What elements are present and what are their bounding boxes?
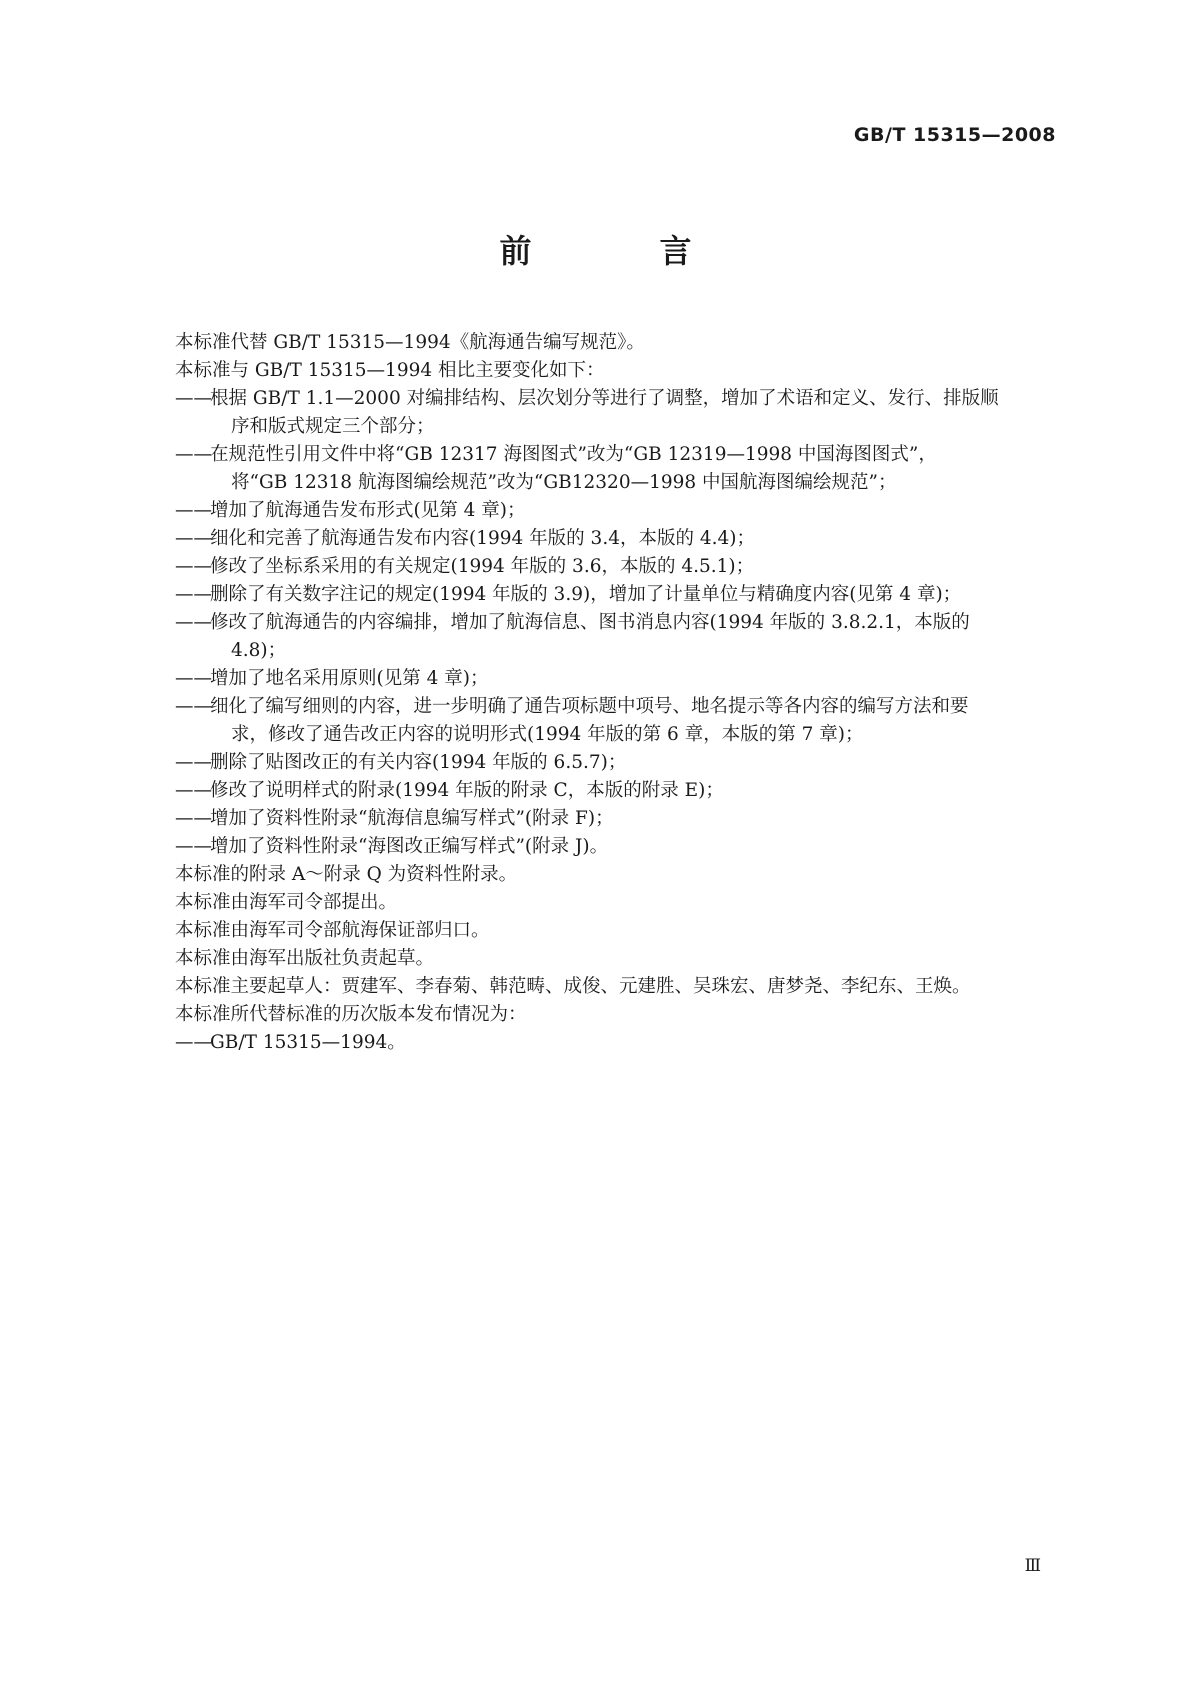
- list-item-dash: ——: [175, 836, 212, 857]
- list-item-line: 增加了地名采用原则(见第 4 章)；: [210, 668, 489, 689]
- list-item-line: GB/T 15315—1994。: [210, 1032, 406, 1053]
- list-item: [175, 609, 1065, 665]
- list-item: [175, 693, 1065, 749]
- list-item-line: 删除了贴图改正的有关内容(1994 年版的 6.5.7)；: [210, 752, 627, 773]
- list-item: [175, 525, 1065, 553]
- paragraph: 本标准所代替标准的历次版本发布情况为：: [175, 1004, 527, 1025]
- list-item: [175, 777, 1065, 805]
- page-title: 前 言: [499, 232, 740, 270]
- list-item-line: 在规范性引用文件中将“GB 12317 海图图式”改为“GB 12319—1998 中国海图图式”，: [210, 444, 937, 465]
- list-item-dash: ——: [175, 752, 212, 773]
- list-item-dash: ——: [175, 612, 212, 633]
- list-item: [175, 581, 1065, 609]
- paragraph: 本标准由海军司令部航海保证部归口。: [175, 920, 490, 941]
- list-item-line: 细化了编写细则的内容，进一步明确了通告项标题中项号、地名提示等各内容的编写方法和要: [210, 696, 969, 717]
- list-item-dash: ——: [175, 388, 212, 409]
- paragraph: 本标准的附录 A～附录 Q 为资料性附录。: [175, 864, 518, 885]
- paragraph: 本标准主要起草人：贾建军、李春菊、韩范畴、成俊、元建胜、吴珠宏、唐梦尧、李纪东、王焕。: [175, 976, 971, 997]
- list-item: [175, 749, 1065, 777]
- list-item-line: 修改了坐标系采用的有关规定(1994 年版的 3.6，本版的 4.5.1)；: [210, 556, 755, 577]
- list-item-line: 4.8)；: [231, 640, 287, 661]
- list-item-line: 将“GB 12318 航海图编绘规范”改为“GB12320—1998 中国航海图编绘规范”；: [231, 472, 897, 493]
- list-item-line: 增加了资料性附录“海图改正编写样式”(附录 J)。: [210, 836, 609, 857]
- list-item-dash: ——: [175, 584, 212, 605]
- list-item-text: [210, 497, 1065, 525]
- list-item-line: 求，修改了通告改正内容的说明形式(1994 年版的第 6 章，本版的第 7 章)；: [231, 724, 864, 745]
- list-item-text: [210, 441, 1065, 497]
- list-item-text: [210, 609, 1065, 665]
- list-item-dash: ——: [175, 1032, 212, 1053]
- list-item-text: [210, 385, 1065, 441]
- list-item-text: [210, 553, 1065, 581]
- list-item-text: [210, 665, 1065, 693]
- list-item-line: 细化和完善了航海通告发布内容(1994 年版的 3.4，本版的 4.4)；: [210, 528, 756, 549]
- list-item-line: 根据 GB/T 1.1—2000 对编排结构、层次划分等进行了调整，增加了术语和定义、发行、排版顺: [210, 388, 999, 409]
- paragraph: 本标准由海军出版社负责起草。: [175, 948, 435, 969]
- paragraph: 本标准与 GB/T 15315—1994 相比主要变化如下：: [175, 360, 605, 381]
- list-item-line: 修改了说明样式的附录(1994 年版的附录 C，本版的附录 E)；: [210, 780, 724, 801]
- list-item-line: 修改了航海通告的内容编排，增加了航海信息、图书消息内容(1994 年版的 3.8.2.1，本版的: [210, 612, 970, 633]
- list-item-dash: ——: [175, 696, 212, 717]
- list-item-text: [210, 581, 1065, 609]
- list-item-line: 增加了航海通告发布形式(见第 4 章)；: [210, 500, 526, 521]
- list-item-line: 删除了有关数字注记的规定(1994 年版的 3.9)，增加了计量单位与精确度内容(见第 4 章)；: [210, 584, 962, 605]
- list-item-text: [210, 805, 1065, 833]
- list-item-line: 增加了资料性附录“航海信息编写样式”(附录 F)；: [210, 808, 614, 829]
- list-item-dash: ——: [175, 528, 212, 549]
- list-item-dash: ——: [175, 780, 212, 801]
- list-item-text: [210, 693, 1065, 749]
- list-item-text: [210, 833, 1065, 861]
- list-item-dash: ——: [175, 556, 212, 577]
- list-item: [175, 441, 1065, 497]
- list-item-dash: ——: [175, 444, 212, 465]
- list-item: [175, 805, 1065, 833]
- list-item-dash: ——: [175, 668, 212, 689]
- list-item: [175, 665, 1065, 693]
- list-item-line: 序和版式规定三个部分；: [231, 416, 435, 437]
- list-item: [175, 833, 1065, 861]
- list-item: [175, 553, 1065, 581]
- list-item: [175, 1029, 1065, 1057]
- list-item-dash: ——: [175, 808, 212, 829]
- list-item-text: [210, 1029, 1065, 1057]
- list-item-text: [210, 525, 1065, 553]
- paragraph: 本标准由海军司令部提出。: [175, 892, 398, 913]
- list-item-text: [210, 749, 1065, 777]
- list-item-text: [210, 777, 1065, 805]
- standard-number: GB/T 15315—2008: [853, 124, 1056, 146]
- list-item-dash: ——: [175, 500, 212, 521]
- page-number: Ⅲ: [1024, 1556, 1041, 1576]
- list-item: [175, 385, 1065, 441]
- document-body: [175, 329, 1065, 1057]
- paragraph: 本标准代替 GB/T 15315—1994《航海通告编写规范》。: [175, 332, 645, 353]
- list-item: [175, 497, 1065, 525]
